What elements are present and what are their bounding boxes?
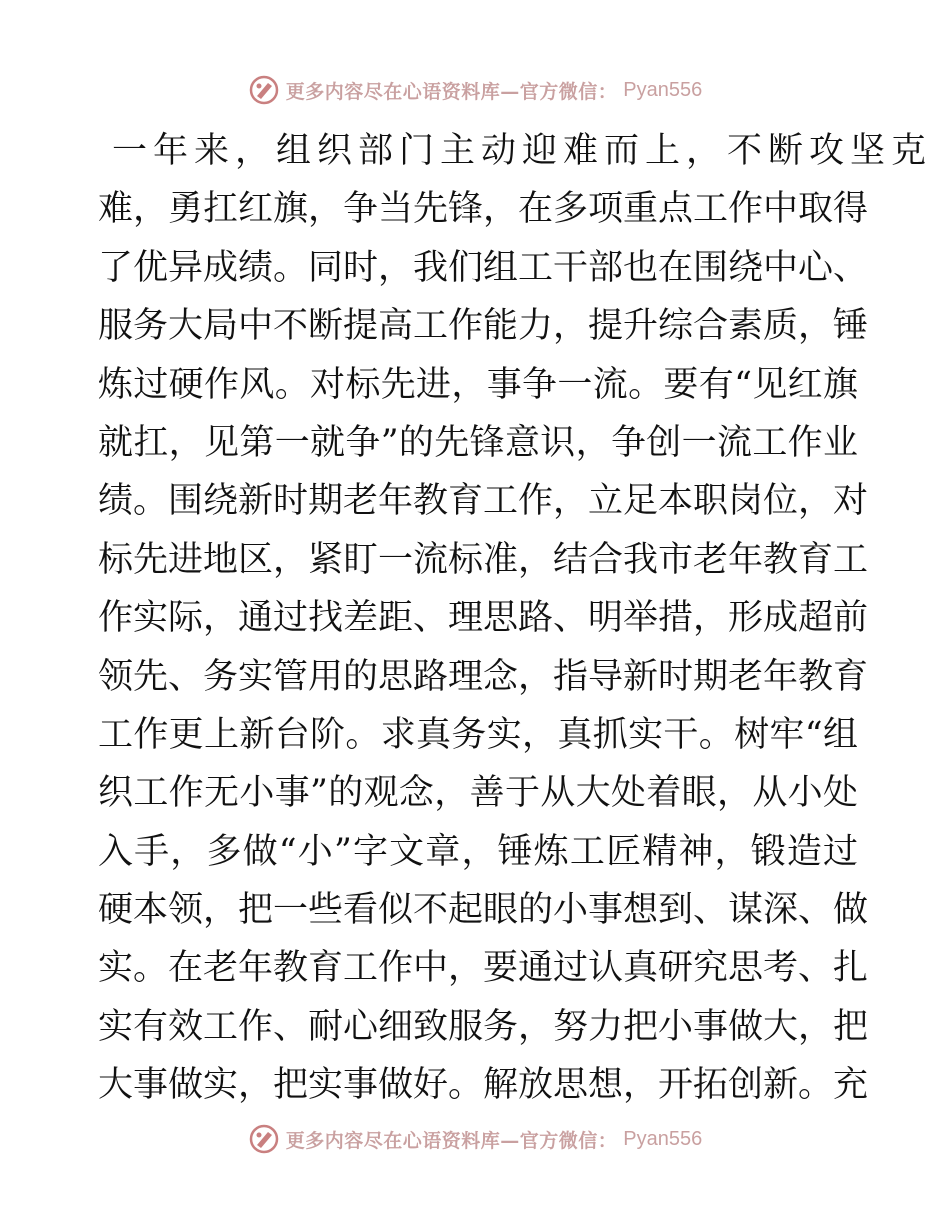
logo-icon	[248, 1123, 280, 1155]
text-line-11: 工作更上新台阶。求真务实，真抓实干。树牢“组	[98, 714, 858, 755]
text-line-1: 一年来，组织部门主动迎难而上，不断攻坚克	[112, 131, 933, 171]
watermark-text: 更多内容尽在心语资料库—官方微信：	[285, 1129, 618, 1152]
footer-watermark	[0, 1119, 950, 1159]
header-watermark	[0, 70, 950, 110]
text-line-8: 标先进地区，紧盯一流标准，结合我市老年教育工	[98, 539, 869, 580]
watermark-handle: Pyan556	[623, 1127, 703, 1150]
text-line-12: 织工作无小事”的观念，善于从大处着眼，从小处	[98, 773, 858, 814]
text-line-2: 难，勇扛红旗，争当先锋，在多项重点工作中取得	[98, 189, 869, 230]
text-line-7: 绩。围绕新时期老年教育工作，立足本职岗位，对	[98, 481, 869, 522]
text-line-9: 作实际，通过找差距、理思路、明举措，形成超前	[98, 598, 869, 639]
text-line-15: 实。在老年教育工作中，要通过认真研究思考、扎	[98, 948, 869, 989]
text-line-10: 领先、务实管用的思路理念，指导新时期老年教育	[98, 656, 869, 697]
document-body	[98, 122, 933, 1115]
watermark-handle: Pyan556	[623, 78, 703, 101]
text-line-4: 服务大局中不断提高工作能力，提升综合素质，锤	[98, 306, 869, 347]
watermark-text: 更多内容尽在心语资料库—官方微信：	[285, 80, 618, 103]
text-line-14: 硬本领，把一些看似不起眼的小事想到、谋深、做	[98, 890, 869, 931]
text-line-3: 了优异成绩。同时，我们组工干部也在围绕中心、	[98, 247, 869, 288]
logo-icon	[248, 74, 280, 106]
text-line-17: 大事做实，把实事做好。解放思想，开拓创新。充	[98, 1065, 869, 1106]
text-line-16: 实有效工作、耐心细致服务，努力把小事做大，把	[98, 1006, 869, 1047]
text-line-6: 就扛，见第一就争”的先锋意识，争创一流工作业	[98, 422, 858, 463]
text-line-5: 炼过硬作风。对标先进，事争一流。要有“见红旗	[98, 364, 858, 405]
text-line-13: 入手，多做“小”字文章，锤炼工匠精神，锻造过	[98, 831, 858, 872]
